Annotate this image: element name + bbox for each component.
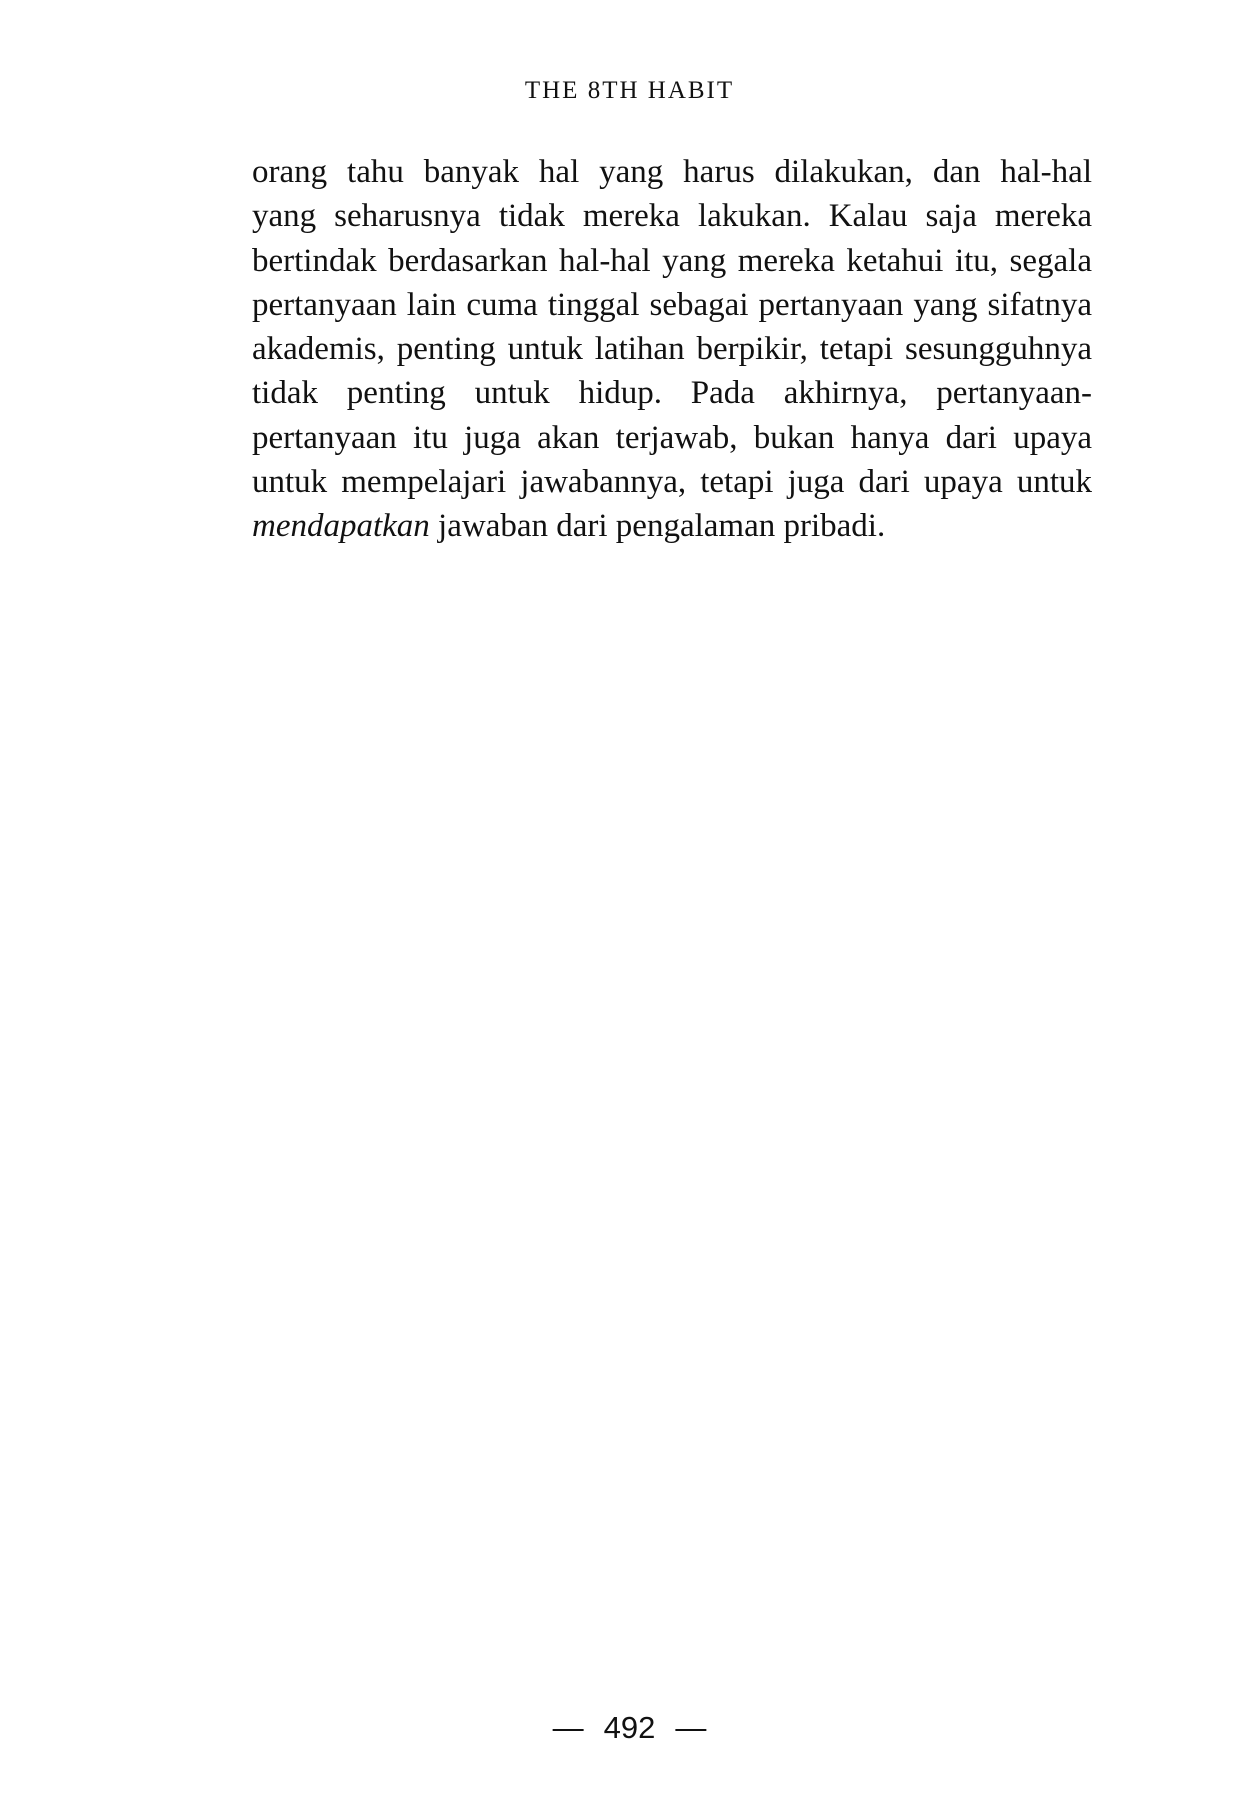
page-number: 492 — [603, 1710, 656, 1745]
paragraph-line: bertindak berdasarkan hal-hal yang mereka ketahui itu, segala — [252, 242, 1092, 279]
paragraph-line: pertanyaan itu juga akan terjawab, bukan hanya dari upaya — [252, 419, 1092, 456]
emphasized-word: mendapatkan — [252, 508, 430, 545]
paragraph-line: yang seharusnya tidak mereka lakukan. Kalau saja mereka — [252, 198, 1092, 235]
left-dash: — — [552, 1710, 584, 1745]
last-line-text: jawaban dari pengalaman pribadi. — [429, 508, 886, 545]
right-dash: — — [675, 1710, 707, 1745]
body-paragraph — [252, 150, 1092, 549]
paragraph-line: akademis, penting untuk latihan berpikir, tetapi sesungguhnya — [252, 331, 1092, 368]
paragraph-line: pertanyaan lain cuma tinggal sebagai pertanyaan yang sifatnya — [252, 286, 1092, 323]
paragraph-line: tidak penting untuk hidup. Pada akhirnya, pertanyaan- — [252, 375, 1092, 412]
paragraph-last-line — [252, 504, 1092, 548]
page-footer — [0, 1710, 1259, 1746]
paragraph-line: untuk mempelajari jawabannya, tetapi juga dari upaya untuk — [252, 464, 1092, 501]
running-header: THE 8TH HABIT — [524, 77, 735, 104]
paragraph-line: orang tahu banyak hal yang harus dilakukan, dan hal-hal — [252, 154, 1092, 190]
